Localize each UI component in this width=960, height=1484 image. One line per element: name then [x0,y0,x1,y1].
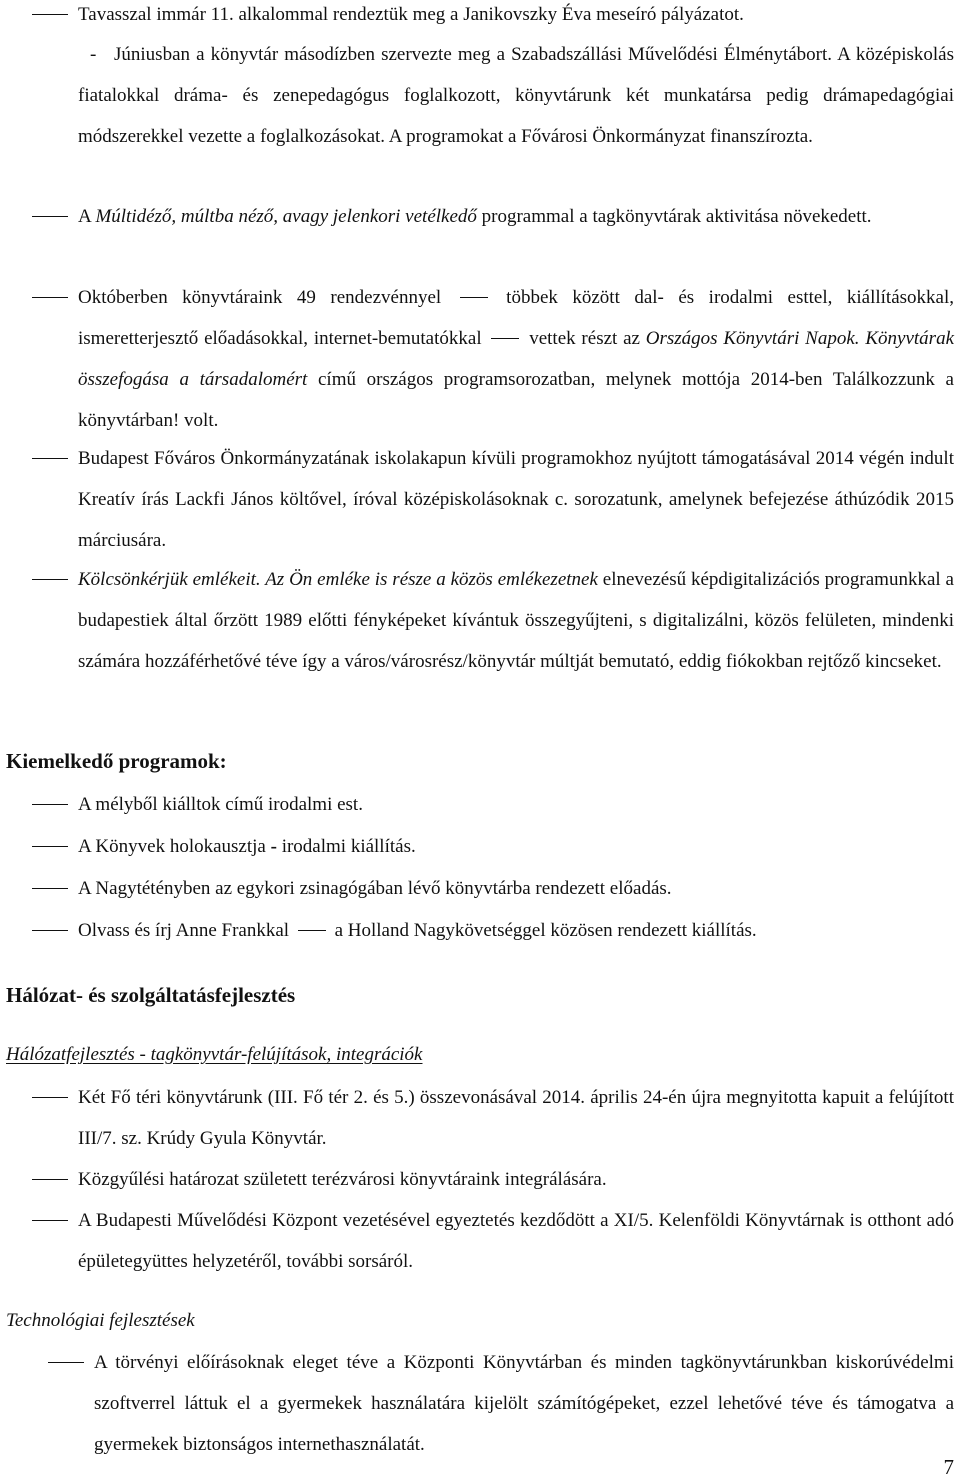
text-run: elnevezésű képdigitalizációs programunkkal a budapestiek által őrzött 1989 előtti fényképeket kívántuk összegyűjteni, s digitalizálni, közös felületen, mindenki számára hozzáférhetővé téve így a város/városrész/könyvtár múltját bemutató, eddig fiókokban rejtőző kincseket. [78,569,954,672]
dash-bullet [32,1200,68,1241]
item-text [78,826,954,867]
text-run: Budapest Főváros Önkormányzatának iskolakapun kívüli programokhoz nyújtott támogatásával 2014 végén indult Kreatív írás Lackfi János költővel, íróval középiskolásoknak c. sorozatunk, amelynek befejezése áthúzódik 2015 márciusára. [78,448,954,551]
text-run: A Könyvek holokausztja [78,836,271,857]
text-run: című országos programsorozatban, melynek mottója 2014-ben Találkozzunk a könyvtárban! volt. [78,369,954,431]
hyphen-bullet: - [90,44,97,65]
item-text [78,277,954,441]
inline-dash [460,297,488,298]
dash-bullet [32,868,68,909]
text-run: A mélyből kiálltok című irodalmi est. [78,794,363,815]
text-run: Tavasszal immár 11. alkalommal rendeztük meg a Janikovszky Éva meseíró pályázatot. [78,4,744,25]
dash-bullet [48,1342,84,1383]
italic-text-run: Országos Könyvtári Napok. [645,328,860,349]
text-run: Két Fő téri könyvtárunk (III. Fő tér 2. és 5.) összevonásával 2014. április 24-én újra megnyitotta kapuit a felújított III/7. sz. Krúdy Gyula Könyvtár. [78,1087,954,1149]
item-text [78,1159,954,1200]
section-heading-kiemelt: Kiemelkedő programok: [6,749,227,773]
dash-bullet [32,784,68,825]
inline-dash [298,930,326,931]
italic-text-run: Könyvtárak összefogása a társadalomért [78,328,955,390]
text-run: a Holland Nagykövetséggel közösen rendezett kiállítás. [329,920,757,941]
dash-bullet [32,438,68,479]
item-text [78,34,954,157]
item-text [78,1200,954,1282]
subheading-halozatfejlesztes: Hálózatfejlesztés - tagkönyvtár-felújítások, integrációk [6,1044,423,1065]
text-run: Olvass és írj Anne Frankkal [78,920,294,941]
item-text [78,196,954,237]
italic-text-run: Kölcsönkérjük emlékeit. Az Ön emléke is része a közös emlékezetnek [78,569,598,590]
subheading-technologia: Technológiai fejlesztések [6,1310,195,1331]
text-run: vettek részt az [523,328,646,349]
dash-bullet [32,1077,68,1118]
item-text [78,910,954,951]
text-run: A törvényi előírásoknak eleget téve a Központi Könyvtárban és minden tagkönyvtárunkban kiskorúvédelmi szoftverrel láttuk el a gyermekek használatára kijelölt számítógépeket, ezzel lehetővé téve és támogatva a gyermekek biztonságos internethasználatát. [94,1352,954,1455]
text-run: Októberben könyvtáraink 49 rendezvénnyel [78,287,456,308]
text-run: Júniusban a könyvtár másodízben szervezte meg a Szabadszállási Művelődési Élménytábort. A középiskolás fiatalokkal dráma- és zenepedagógus foglalkozott, könyvtárunk két munkatársa pedig drámapedagógiai módszerekkel vezette a foglalkozásokat. A programokat a Fővárosi Önkormányzat finanszírozta. [78,44,954,147]
text-run: többek között dal- és irodalmi esttel, kiállításokkal, ismeretterjesztő előadásokkal, internet-bemutatókkal [78,287,954,349]
item-text [78,868,954,909]
item-text [78,1077,954,1159]
text-run: A Budapesti Művelődési Központ vezetésével egyeztetés kezdődött a XI/5. Kelenföldi Könyvtárnak is otthont adó épületegyüttes helyzetéről, további sorsáról. [78,1210,954,1272]
dash-bullet [32,826,68,867]
text-run: programmal a tagkönyvtárak aktivitása növekedett. [476,206,872,227]
bold-text-run: - [270,836,277,857]
inline-dash [491,338,519,339]
item-text [78,438,954,561]
dash-bullet [32,196,68,237]
item-text [94,1342,954,1465]
dash-bullet [32,0,68,35]
text-run: A Nagytétényben az egykori zsinagógában lévő könyvtárba rendezett előadás. [78,878,672,899]
item-text [78,784,954,825]
page-number: 7 [943,1455,954,1479]
dash-bullet [32,1159,68,1200]
section-heading-halozat: Hálózat- és szolgáltatásfejlesztés [6,983,296,1007]
dash-bullet [32,910,68,951]
text-run: A [78,206,96,227]
text-run: irodalmi kiállítás. [276,836,416,857]
dash-bullet [32,277,68,318]
text-run: Közgyűlési határozat született terézvárosi könyvtáraink integrálására. [78,1169,607,1190]
item-text [78,0,954,35]
item-text [78,559,954,682]
dash-bullet [32,559,68,600]
italic-text-run: Múltidéző, múltba néző, avagy jelenkori vetélkedő [95,206,477,227]
